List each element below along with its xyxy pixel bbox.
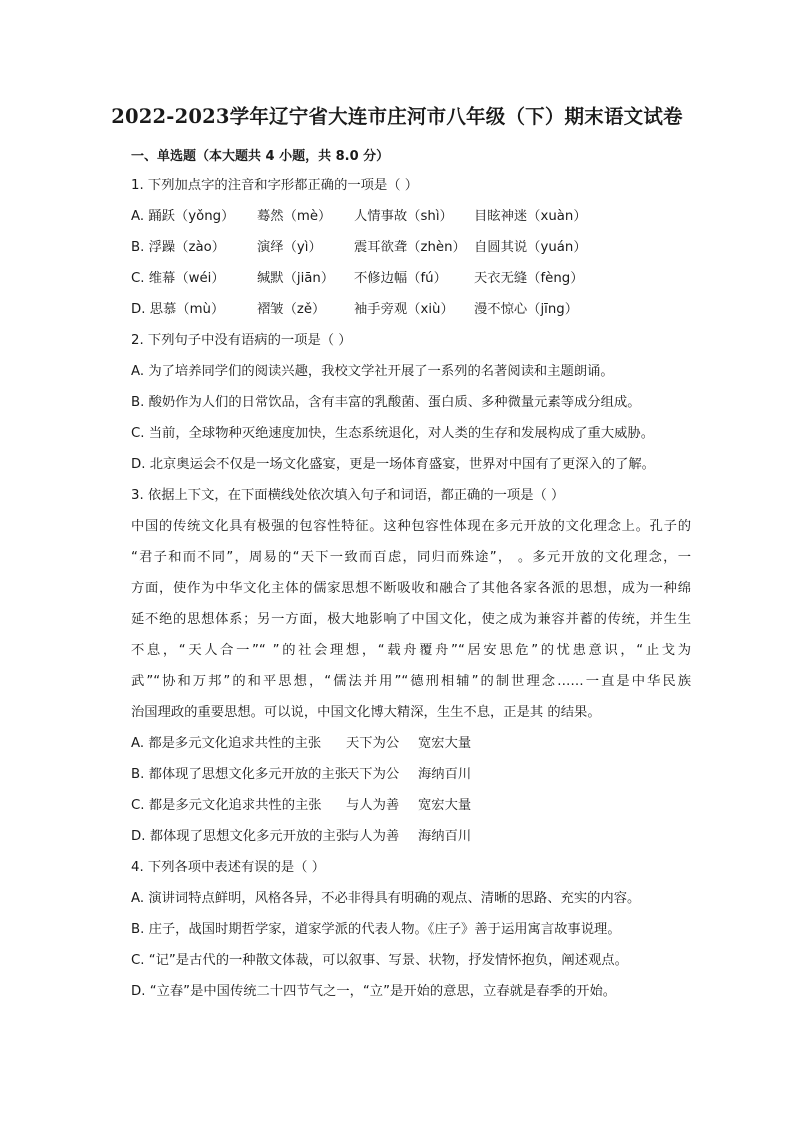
option-part: D. 都体现了思想文化多元开放的主张	[131, 829, 350, 844]
option-part: 与人为善	[346, 798, 400, 813]
option-part: 天下为公	[346, 736, 400, 751]
question-list	[131, 170, 691, 1007]
question-1	[131, 170, 691, 325]
option-part: C. 维幕（wéi）	[131, 271, 225, 286]
option-part: 海纳百川	[418, 829, 472, 844]
option-part: A. 踊跃（yǒng）	[131, 209, 235, 224]
exam-title: 2022-2023学年辽宁省大连市庄河市八年级（下）期末语文试卷	[111, 105, 683, 128]
option-part: 漫不惊心（jīng）	[474, 302, 579, 317]
question-stem: 1. 下列加点字的注音和字形都正确的一项是（ ）	[131, 178, 419, 193]
question-4	[131, 852, 691, 1007]
passage-line: 延不绝的思想体系；另一方面，极大地影响了中国文化，使之成为兼容并蓄的传统，并生生	[131, 612, 691, 627]
option-line	[131, 790, 691, 821]
option-part: 天下为公	[346, 767, 400, 782]
passage-line: 治国理政的重要思想。可以说，中国文化博大精深，生生不息，正是其 的结果。	[131, 705, 601, 720]
passage-line: 武”“协和万邦”的和平思想，“儒法并用”“德刑相辅”的制世理念……一直是中华民族	[131, 674, 691, 689]
option-part: 目眩神迷（xuàn）	[474, 209, 587, 224]
option-line	[131, 232, 691, 263]
option-part: 不修边幅（fú）	[354, 271, 447, 286]
option-part: 自圆其说（yuán）	[474, 240, 587, 255]
option-part: 震耳欲聋（zhèn）	[354, 240, 466, 255]
option-line	[131, 728, 691, 759]
option-part: 缄默（jiān）	[257, 271, 335, 286]
passage-line: 方面，使作为中华文化主体的儒家思想不断吸收和融合了其他各家各派的思想，成为一种绵	[131, 581, 691, 596]
option-part: 海纳百川	[418, 767, 472, 782]
question-2	[131, 325, 691, 480]
option-line: C. 当前，全球物种灭绝速度加快，生态系统退化，对人类的生存和发展构成了重大威胁。	[131, 426, 655, 441]
option-part: 人情事故（shì）	[354, 209, 453, 224]
question-stem: 4. 下列各项中表述有误的是（ ）	[131, 860, 325, 875]
option-part: B. 浮躁（zào）	[131, 240, 226, 255]
option-part: 演绎（yì）	[257, 240, 322, 255]
question-3	[131, 480, 691, 852]
option-part: 天衣无缝（fèng）	[474, 271, 584, 286]
option-line: D. 北京奥运会不仅是一场文化盛宴，更是一场体育盛宴，世界对中国有了更深入的了解。	[131, 457, 655, 472]
option-line	[131, 294, 691, 325]
option-line: D. “立春”是中国传统二十四节气之一，“立”是开始的意思，立春就是春季的开始。	[131, 984, 617, 999]
option-part: B. 都体现了思想文化多元开放的主张	[131, 767, 349, 782]
option-line	[131, 759, 691, 790]
passage-line: “君子和而不同”，周易的“天下一致而百虑，同归而殊途”， 。多元开放的文化理念，一	[131, 550, 691, 565]
option-part: 宽宏大量	[418, 736, 472, 751]
passage-line: 不息，“天人合一”“ ”的社会理想，“载舟覆舟”“居安思危”的忧患意识，“止戈为	[131, 643, 691, 658]
option-part: 袖手旁观（xiù）	[354, 302, 454, 317]
option-line: C. “记”是古代的一种散文体裁，可以叙事、写景、状物，抒发情怀抱负，阐述观点。	[131, 953, 628, 968]
option-part: A. 都是多元文化追求共性的主张	[131, 736, 322, 751]
option-part: 褶皱（zě）	[257, 302, 326, 317]
option-part: 与人为善	[346, 829, 400, 844]
option-part: C. 都是多元文化追求共性的主张	[131, 798, 322, 813]
question-stem: 2. 下列句子中没有语病的一项是（ ）	[131, 333, 352, 348]
passage-line: 中国的传统文化具有极强的包容性特征。这种包容性体现在多元开放的文化理念上。孔子的	[131, 519, 691, 534]
option-line	[131, 821, 691, 852]
question-stem: 3. 依据上下文，在下面横线处依次填入句子和词语，都正确的一项是（ ）	[131, 488, 565, 503]
option-line	[131, 201, 691, 232]
option-part: 宽宏大量	[418, 798, 472, 813]
option-part: D. 思慕（mù）	[131, 302, 225, 317]
option-line: B. 酸奶作为人们的日常饮品，含有丰富的乳酸菌、蛋白质、多种微量元素等成分组成。	[131, 395, 641, 410]
option-line: A. 为了培养同学们的阅读兴趣，我校文学社开展了一系列的名著阅读和主题朗诵。	[131, 364, 614, 379]
option-line: B. 庄子，战国时期哲学家，道家学派的代表人物。《庄子》善于运用寓言故事说理。	[131, 922, 621, 937]
option-part: 蓦然（mè）	[257, 209, 332, 224]
option-line	[131, 263, 691, 294]
section-heading: 一、单选题（本大题共 4 小题，共 8.0 分）	[131, 149, 390, 164]
option-line: A. 演讲词特点鲜明，风格各异，不必非得具有明确的观点、清晰的思路、充实的内容。	[131, 891, 641, 906]
